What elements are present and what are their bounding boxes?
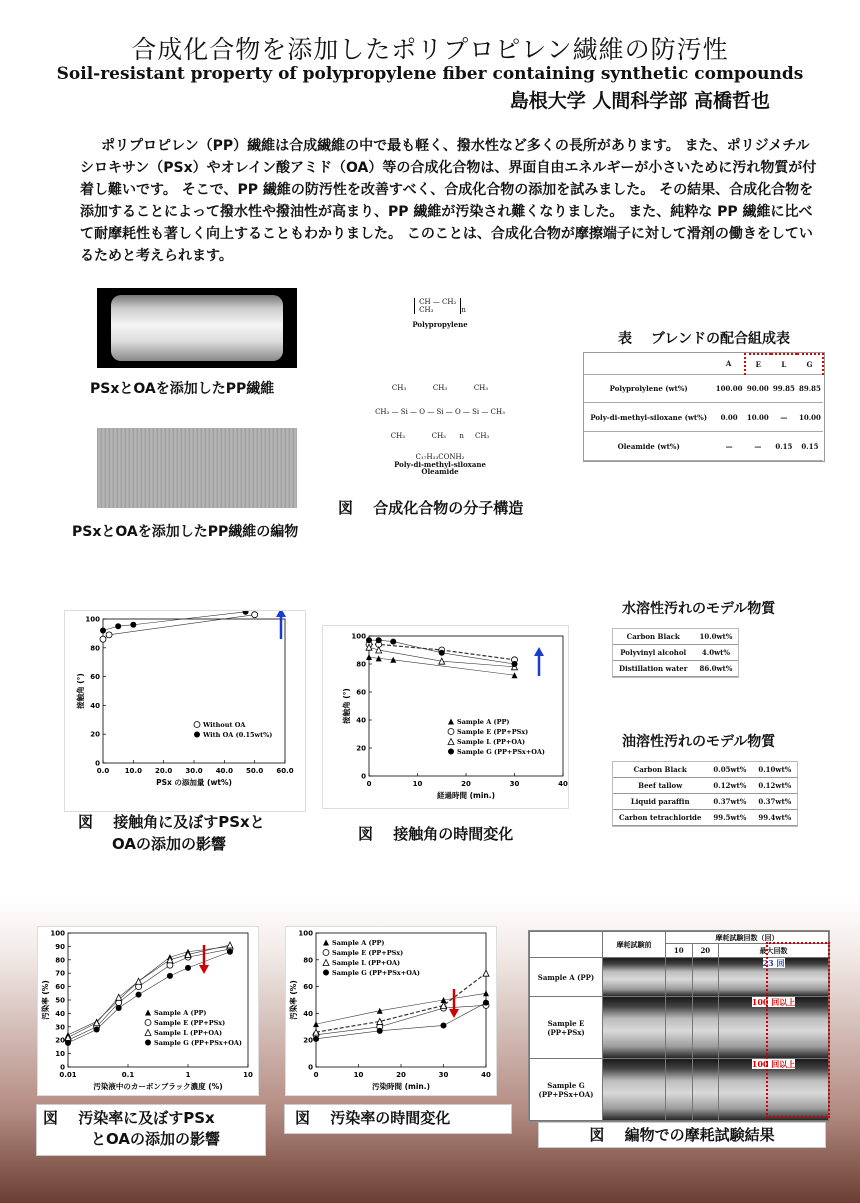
wear-sample-image [603, 1059, 666, 1121]
chart-contact-vs-psx [65, 611, 305, 811]
caption-contact-psx-1: 図 接触角に及ぼすPSxと [78, 813, 265, 831]
wear-sample-image [692, 1059, 719, 1121]
legend-label: Sample E (PP+PSx) [332, 949, 404, 957]
blend-cell: 89.85 [797, 374, 823, 403]
legend-label: Sample A (PP) [332, 939, 385, 947]
wear-sample-image [603, 958, 666, 997]
data-point-filled-circle [243, 611, 249, 615]
y-tick-label: 50 [55, 996, 65, 1005]
chart-contact-psx-panel [64, 610, 306, 812]
wear-sample-image [666, 997, 693, 1059]
blend-col-blank [584, 354, 713, 374]
y-tick-label: 80 [55, 956, 65, 965]
x-tick-label: 10 [412, 780, 423, 788]
data-point-filled-circle [439, 650, 445, 656]
chart-soil-time-panel [285, 926, 497, 1096]
legend-label: Sample G (PP+PSx+OA) [457, 748, 545, 756]
blend-cell: 10.00 [745, 403, 771, 432]
wear-max-value: 100 回以上 [751, 997, 796, 1008]
water-value: 4.0wt% [693, 645, 738, 661]
data-point-open-circle [145, 1020, 151, 1026]
caption-soil-rate-1: 図 汚染率に及ぼすPSx [43, 1109, 215, 1127]
psx-line1: CH₃ CH₃ CH₃ [391, 384, 489, 392]
oil-v1: 0.37wt% [707, 794, 752, 810]
oil-v2: 99.4wt% [752, 810, 797, 826]
blend-col-g: G [797, 354, 823, 374]
data-point-open-circle [323, 950, 329, 956]
x-tick-label: 10 [243, 1071, 253, 1079]
water-name: Polyvinyl alcohol [613, 645, 693, 661]
wear-count-header: 摩耗試験回数（回） [666, 932, 829, 944]
data-point-filled-triangle [448, 719, 454, 725]
series-line [103, 615, 255, 639]
pp-structure [395, 298, 485, 329]
x-tick-label: 10.0 [124, 767, 142, 775]
data-point-filled-circle [116, 1005, 122, 1011]
data-point-filled-circle [323, 970, 329, 976]
psx-line2: CH₃ — Si — O — Si — O — Si — CH₃ [375, 408, 505, 416]
wear-row-label: Sample G (PP+PSx+OA) [530, 1059, 603, 1121]
y-tick-label: 40 [356, 716, 366, 725]
legend-label: Sample L (PP+OA) [332, 959, 401, 967]
y-tick-label: 40 [90, 701, 100, 710]
x-tick-label: 30 [438, 1071, 449, 1079]
data-point-filled-circle [167, 973, 173, 979]
data-point-open-triangle [483, 970, 489, 976]
oil-name: Carbon tetrachloride [613, 810, 707, 826]
blend-cell: 0.15 [797, 432, 823, 461]
oa-name: Oleamide [421, 467, 459, 476]
chart-soil-vs-concentration [38, 927, 258, 1095]
data-point-filled-circle [65, 1040, 71, 1046]
x-tick-label: 60.0 [276, 767, 294, 775]
data-point-filled-circle [185, 965, 191, 971]
blend-cell: 10.00 [797, 403, 823, 432]
pp-subscript: n [461, 306, 466, 314]
y-tick-label: 90 [55, 942, 65, 951]
x-tick-label: 20 [461, 780, 471, 788]
plot-frame [103, 619, 285, 763]
x-tick-label: 0.0 [96, 767, 110, 775]
trend-arrow-head [534, 647, 544, 656]
y-tick-label: 20 [90, 730, 100, 739]
data-point-filled-circle [136, 992, 142, 998]
y-tick-label: 20 [303, 1036, 313, 1045]
x-tick-label: 10 [353, 1071, 364, 1079]
y-tick-label: 100 [50, 929, 65, 938]
y-tick-label: 60 [303, 983, 313, 992]
data-point-filled-circle [376, 637, 382, 643]
caption-soil-rate [36, 1104, 266, 1156]
y-tick-label: 0 [308, 1063, 313, 1072]
series-line [316, 993, 486, 1024]
data-point-open-circle [106, 632, 112, 638]
trend-arrow-head [449, 1009, 459, 1018]
wear-highlight [766, 942, 830, 1118]
poster-subtitle: Soil-resistant property of polypropylene fiber containing synthetic compounds [56, 64, 804, 84]
oil-name: Beef tallow [613, 778, 707, 794]
oil-name: Liquid paraffin [613, 794, 707, 810]
pp-name: Polypropylene [412, 320, 468, 329]
blend-table [583, 352, 825, 462]
blend-cell: — [771, 403, 797, 432]
data-point-filled-circle [115, 623, 121, 629]
abstract: ポリプロピレン（PP）繊維は合成繊維の中で最も軽く、撥水性など多くの長所があります。 また、ポリジメチルシロキサン（PSx）やオレイン酸アミド（OA）等の合成化合物は、界面自由エネルギーが小さいために汚れ物質が付着し難いです。 そこで、PP 繊維の防汚性を改善すべく、合成化合物の添加を試みました。 その結果、合成化合物を添加することによって撥水性や撥油性が高まり、PP 繊維が汚染され難くなりました。 また、純粋な PP 繊維に比べて耐摩耗性も著しく向上することもわかりました。 このことは、合成化合物が摩擦端子に対して滑剤の働きをしているためと考えられます。 [80, 138, 817, 264]
pp-formula-top: CH — CH₂ [419, 298, 457, 306]
y-tick-label: 40 [55, 1009, 65, 1018]
chart-soil-vs-time [286, 927, 496, 1095]
blend-cell: — [713, 432, 744, 461]
x-axis-label: PSx の添加量 (wt%) [156, 778, 232, 787]
y-tick-label: 0 [60, 1063, 65, 1072]
y-tick-label: 0 [95, 759, 100, 768]
wear-max-value: 23 回 [762, 958, 785, 968]
pp-formula-bottom: CH₃ [419, 306, 434, 314]
data-point-filled-circle [130, 622, 136, 628]
wear-col-max: 最大回数 [719, 944, 829, 958]
legend-label: Sample A (PP) [154, 1009, 207, 1017]
wear-sample-image [666, 958, 693, 997]
blend-row-label: Polyprolylene (wt%) [584, 374, 713, 403]
legend-label: Sample L (PP+OA) [457, 738, 526, 746]
oil-v1: 99.5wt% [707, 810, 752, 826]
data-point-filled-circle [448, 749, 454, 755]
structure-caption: 図 合成化合物の分子構造 [338, 499, 524, 517]
water-soil-title: 水溶性汚れのモデル物質 [622, 601, 776, 617]
trend-arrow-head [199, 965, 209, 974]
data-point-filled-circle [366, 637, 372, 643]
y-tick-label: 60 [55, 983, 65, 992]
blend-cell: 100.00 [713, 374, 744, 403]
caption-contact-psx-2: OAの添加の影響 [112, 835, 226, 853]
series-line [103, 612, 246, 631]
oa-formula: C₁₇H₃₃CONH₂ [415, 453, 465, 461]
y-tick-label: 60 [356, 688, 366, 697]
legend-label: Sample A (PP) [457, 718, 510, 726]
y-tick-label: 10 [55, 1050, 65, 1059]
oil-soil-title: 油溶性汚れのモデル物質 [622, 734, 776, 750]
fiber-photo [97, 288, 297, 368]
x-axis-label: 汚染液中のカーボンブラック濃度 (%) [93, 1082, 223, 1091]
data-point-filled-triangle [483, 990, 489, 996]
data-point-open-triangle [136, 978, 142, 984]
y-tick-label: 100 [351, 632, 366, 641]
data-point-filled-triangle [377, 1008, 383, 1014]
water-value: 86.0wt% [693, 661, 738, 677]
data-point-filled-circle [313, 1036, 319, 1042]
water-value: 10.0wt% [693, 629, 738, 645]
data-point-filled-circle [483, 1000, 489, 1006]
x-tick-label: 20.0 [155, 767, 173, 775]
x-tick-label: 30 [509, 780, 520, 788]
data-point-open-triangle [145, 1030, 151, 1036]
y-tick-label: 40 [303, 1009, 313, 1018]
x-tick-label: 0.1 [121, 1071, 135, 1079]
x-tick-label: 0.01 [59, 1071, 77, 1079]
wear-before-header: 摩耗試験前 [603, 932, 666, 958]
author: 島根大学 人間科学部 高橋哲也 [509, 90, 770, 112]
legend-label: Sample G (PP+PSx+OA) [154, 1039, 242, 1047]
data-point-filled-circle [94, 1026, 100, 1032]
legend-label: Sample L (PP+OA) [154, 1029, 223, 1037]
data-point-filled-triangle [323, 940, 329, 946]
x-tick-label: 50.0 [246, 767, 264, 775]
blend-col-a: A [713, 354, 744, 374]
y-tick-label: 80 [356, 660, 366, 669]
blend-cell: — [745, 432, 771, 461]
wear-sample-image [603, 997, 666, 1059]
y-axis-label: 接触角 (°) [76, 673, 85, 709]
blend-cell: 99.85 [771, 374, 797, 403]
legend-label: With OA (0.15wt%) [203, 731, 273, 739]
blend-cell: 0.15 [771, 432, 797, 461]
y-tick-label: 70 [55, 969, 65, 978]
y-axis-label: 汚染率 (%) [289, 980, 298, 1020]
data-point-open-circle [252, 612, 258, 618]
x-tick-label: 20 [396, 1071, 406, 1079]
data-point-filled-triangle [145, 1010, 151, 1016]
psx-line3: CH₃ CH₃ n CH₃ [390, 432, 490, 440]
blend-cell: 90.00 [745, 374, 771, 403]
wear-max-value: 100 回以上 [751, 1059, 796, 1070]
blend-col-l: L [771, 354, 797, 374]
x-tick-label: 1 [185, 1071, 191, 1079]
x-tick-label: 0 [313, 1071, 319, 1079]
data-point-open-circle [100, 636, 106, 642]
data-point-open-triangle [376, 647, 382, 653]
fiber-photo-caption: PSxとOAを添加したPP繊維 [90, 381, 275, 397]
x-tick-label: 40 [481, 1071, 491, 1079]
oil-v1: 0.12wt% [707, 778, 752, 794]
data-point-open-circle [448, 729, 454, 735]
data-point-open-triangle [448, 739, 454, 745]
wear-col-20: 20 [692, 944, 719, 958]
blend-cell: 0.00 [713, 403, 744, 432]
blend-col-e: E [745, 354, 771, 374]
x-tick-label: 0 [366, 780, 372, 788]
y-axis-label: 汚染率 (%) [41, 980, 50, 1020]
oil-name: Carbon Black [613, 762, 707, 778]
oil-v2: 0.10wt% [752, 762, 797, 778]
data-point-filled-circle [512, 661, 518, 667]
blend-row-label: Oleamide (wt%) [584, 432, 713, 461]
y-tick-label: 80 [303, 956, 313, 965]
blend-table-title: 表 ブレンドの配合組成表 [618, 331, 790, 347]
data-point-open-triangle [116, 994, 122, 1000]
caption-contact-time: 図 接触角の時間変化 [358, 825, 514, 843]
legend-label: Without OA [203, 721, 246, 729]
caption-soil-rate-2: とOAの添加の影響 [91, 1130, 220, 1148]
y-tick-label: 100 [85, 615, 100, 624]
y-tick-label: 100 [298, 929, 313, 938]
series-line [316, 973, 486, 1032]
data-point-filled-circle [194, 732, 200, 738]
wear-sample-image [692, 997, 719, 1059]
chart-contact-vs-time [323, 626, 568, 808]
oa-structure [395, 453, 485, 476]
caption-abrasion: 図 編物での摩耗試験結果 [538, 1122, 826, 1148]
oil-v1: 0.05wt% [707, 762, 752, 778]
poster-title: 合成化合物を添加したポリプロピレン繊維の防汚性 [131, 35, 729, 64]
wear-sample-image [692, 958, 719, 997]
fabric-photo-caption: PSxとOAを添加したPP繊維の編物 [72, 524, 299, 540]
oil-v2: 0.37wt% [752, 794, 797, 810]
caption-soil-time: 図 汚染率の時間変化 [284, 1104, 512, 1134]
data-point-open-triangle [323, 960, 329, 966]
wear-col-10: 10 [666, 944, 693, 958]
data-point-open-triangle [227, 942, 233, 948]
blend-row-label: Poly-di-methyl-siloxane (wt%) [584, 403, 713, 432]
oil-soil-table [612, 761, 798, 827]
x-tick-label: 40 [558, 780, 568, 788]
chart-contact-time-panel [322, 625, 569, 809]
trend-arrow-head [276, 611, 286, 617]
fabric-photo [97, 428, 297, 508]
data-point-open-circle [194, 722, 200, 728]
wear-sample-image [666, 1059, 693, 1121]
data-point-filled-triangle [313, 1021, 319, 1027]
data-point-filled-circle [227, 949, 233, 955]
data-point-filled-circle [100, 628, 106, 634]
y-tick-label: 60 [90, 673, 100, 682]
water-name: Distillation water [613, 661, 693, 677]
x-tick-label: 30.0 [185, 767, 203, 775]
oil-v2: 0.12wt% [752, 778, 797, 794]
y-tick-label: 80 [90, 644, 100, 653]
y-tick-label: 0 [361, 772, 366, 781]
y-axis-label: 接触角 (°) [342, 688, 351, 724]
water-soil-table [612, 628, 739, 678]
wear-row-label: Sample E (PP+PSx) [530, 997, 603, 1059]
psx-name: Poly-di-methyl-siloxane [394, 460, 486, 469]
data-point-filled-circle [441, 1022, 447, 1028]
x-axis-label: 経過時間 (min.) [436, 791, 496, 800]
wear-row-label: Sample A (PP) [530, 958, 603, 997]
data-point-filled-circle [377, 1028, 383, 1034]
y-tick-label: 20 [55, 1036, 65, 1045]
y-tick-label: 30 [55, 1023, 65, 1032]
water-name: Carbon Black [613, 629, 693, 645]
data-point-filled-circle [145, 1040, 151, 1046]
chart-soil-conc-panel [37, 926, 259, 1096]
data-point-filled-circle [390, 639, 396, 645]
legend-label: Sample E (PP+PSx) [457, 728, 529, 736]
y-tick-label: 20 [356, 744, 366, 753]
x-tick-label: 40.0 [215, 767, 233, 775]
x-axis-label: 汚染時間 (min.) [371, 1082, 431, 1091]
legend-label: Sample E (PP+PSx) [154, 1019, 226, 1027]
legend-label: Sample G (PP+PSx+OA) [332, 969, 420, 977]
series-line [316, 1005, 486, 1034]
